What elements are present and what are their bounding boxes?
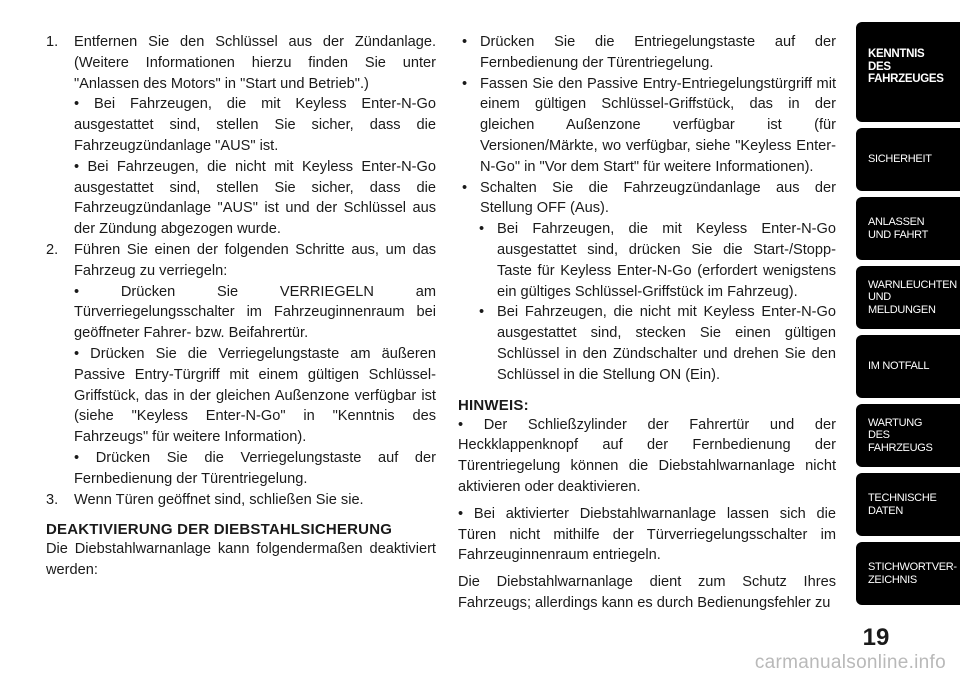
list-item-text: Wenn Türen geöffnet sind, schließen Sie sie. — [74, 491, 364, 508]
list-item-3 — [46, 490, 436, 511]
bullet-glyph: • — [462, 179, 468, 196]
bullet-item — [458, 74, 836, 178]
bullet-text: Bei Fahrzeugen, die mit Keyless Enter-N-Go ausgestattet sind, drücken Sie die Start-/Stopp-Taste für Keyless Enter-N-Go (erfordert wenigstens ein gültiges Schlüssel-Griffstück im Fahrzeug). — [497, 221, 836, 300]
list-item-1-bullet-1: • Bei Fahrzeugen, die mit Keyless Enter-N-Go ausgestattet sind, stellen Sie sicher, dass die Fahrzeugzündanlage "AUS" ist. — [74, 96, 436, 154]
bullet-glyph: • — [462, 34, 468, 50]
tab-sicherheit[interactable] — [856, 128, 960, 191]
tab-anlassen-und-fahrt[interactable] — [856, 197, 960, 260]
tab-stichwortverzeichnis[interactable] — [856, 542, 960, 605]
tab-label-line: ZEICHNIS — [868, 573, 917, 586]
tab-label-line: DATEN — [868, 504, 903, 517]
bullet-text: Schalten Sie die Fahrzeugzündanlage aus der Stellung OFF (Aus). — [480, 179, 836, 217]
section-paragraph: Die Diebstahlwarnanlage kann folgendermaßen deaktiviert werden: — [46, 541, 436, 579]
tab-label-line: WARNLEUCHTEN — [868, 278, 957, 291]
tab-kenntnis-des-fahrzeuges[interactable] — [856, 22, 960, 122]
tab-label-line: UND FAHRT — [868, 228, 929, 241]
sub-bullet-item — [458, 302, 836, 385]
list-item-text: Entfernen Sie den Schlüssel aus der Zündanlage. (Weitere Informationen hierzu finden Sie unter "Anlassen des Motors" in "Start und Betrieb".) — [74, 34, 436, 92]
bullet-text: Fassen Sie den Passive Entry-Entriegelungstürgriff mit einem gültigen Schlüssel-Griffstück, das in der gleichen Außenzone verfügbar ist (für Versionen/Märkte, wo verfügbar, siehe "Keyless Enter-N-Go" in "Vor dem Start" für weitere Informationen). — [480, 75, 836, 175]
left-column — [46, 32, 436, 581]
list-item-2 — [46, 240, 436, 282]
section-heading: DEAKTIVIERUNG DER DIEBSTAHLSICHERUNG — [46, 521, 393, 539]
list-number: 3. — [46, 491, 59, 508]
tab-label-line: WARTUNG — [868, 416, 923, 429]
watermark: carmanualsonline.info — [754, 652, 946, 673]
list-number: 1. — [46, 34, 59, 50]
list-item-1-bullet-2: • Bei Fahrzeugen, die nicht mit Keyless Enter-N-Go ausgestattet sind, stellen Sie sicher, dass die Fahrzeugzündanlage "AUS" ist und der Schlüssel aus der Zündung abgezogen wurde. — [74, 158, 436, 238]
tab-label-line: UND — [868, 291, 891, 304]
note-paragraph-2: • Bei aktivierter Diebstahlwarnanlage lassen sich die Türen nicht mithilfe der Türverriegelungsschalter im Fahrzeuginnenraum entriegeln. — [458, 505, 836, 564]
note-heading: HINWEIS: — [458, 396, 529, 414]
tab-label-line: TECHNISCHE — [868, 492, 937, 504]
bullet-text: Drücken Sie die Entriegelungstaste auf der Fernbedienung der Türentriegelung. — [480, 34, 836, 71]
list-item-2-bullet-2: • Drücken Sie die Verriegelungstaste am äußeren Passive Entry-Türgriff mit einem gültigen Schlüssel-Griffstück, das in der gleichen Außenzone verfügbar ist (siehe "Keyless Enter-N-Go" in "Kenntnis des Fahrzeugs" für weitere Information). — [74, 345, 436, 446]
tab-label-line: DES — [868, 429, 890, 442]
sub-bullet-item — [458, 219, 836, 302]
note-paragraph-1: • Der Schließzylinder der Fahrertür und der Heckklappenknopf auf der Fernbedienung der Türentriegelung können die Diebstahlwarnanlage nicht aktivieren oder deaktivieren. — [458, 416, 836, 495]
bullet-glyph: • — [479, 221, 485, 238]
tab-im-notfall[interactable] — [856, 335, 960, 398]
note-paragraph-3: Die Diebstahlwarnanlage dient zum Schutz Ihres Fahrzeugs; allerdings kann es durch Bedienungsfehler zu — [458, 574, 836, 611]
tab-warnleuchten-und-meldungen[interactable] — [856, 266, 960, 329]
bullet-glyph: • — [479, 304, 485, 321]
list-item-2-bullet-3: • Drücken Sie die Verriegelungstaste auf der Fernbedienung der Türentriegelung. — [74, 449, 436, 487]
tab-label-line: FAHRZEUGS — [868, 441, 933, 454]
bullet-item — [458, 178, 836, 220]
tab-wartung-des-fahrzeugs[interactable] — [856, 404, 960, 467]
tab-label-line: MELDUNGEN — [868, 303, 936, 316]
bullet-item — [458, 32, 836, 74]
list-item-1 — [46, 32, 436, 94]
tab-label-line: IM NOTFALL — [868, 360, 930, 373]
tab-label-line: STICHWORTVER- — [868, 561, 957, 573]
right-column — [458, 32, 836, 614]
tab-technische-daten[interactable] — [856, 473, 960, 536]
list-number: 2. — [46, 241, 59, 258]
bullet-text: Bei Fahrzeugen, die nicht mit Keyless Enter-N-Go ausgestattet sind, stecken Sie einen gültigen Schlüssel in den Zündschalter und drehen Sie den Schlüssel in die Stellung ON (Ein). — [497, 304, 836, 383]
tab-label-line: ANLASSEN — [868, 216, 925, 228]
chapter-sidebar — [856, 22, 960, 611]
bullet-glyph: • — [462, 75, 468, 92]
list-item-text: Führen Sie einen der folgenden Schritte aus, um das Fahrzeug zu verriegeln: — [74, 241, 436, 279]
tab-label-line: FAHRZEUGES — [868, 73, 944, 85]
page-number: 19 — [862, 624, 890, 651]
tab-label-line: KENNTNIS — [868, 48, 925, 60]
list-item-2-bullet-1: • Drücken Sie VERRIEGELN am Türverriegelungsschalter im Fahrzeuginnenraum bei geöffneter Fahrer- bzw. Beifahrertür. — [74, 283, 436, 342]
tab-label-line: SICHERHEIT — [868, 153, 932, 166]
tab-label-line: DES — [868, 60, 891, 73]
